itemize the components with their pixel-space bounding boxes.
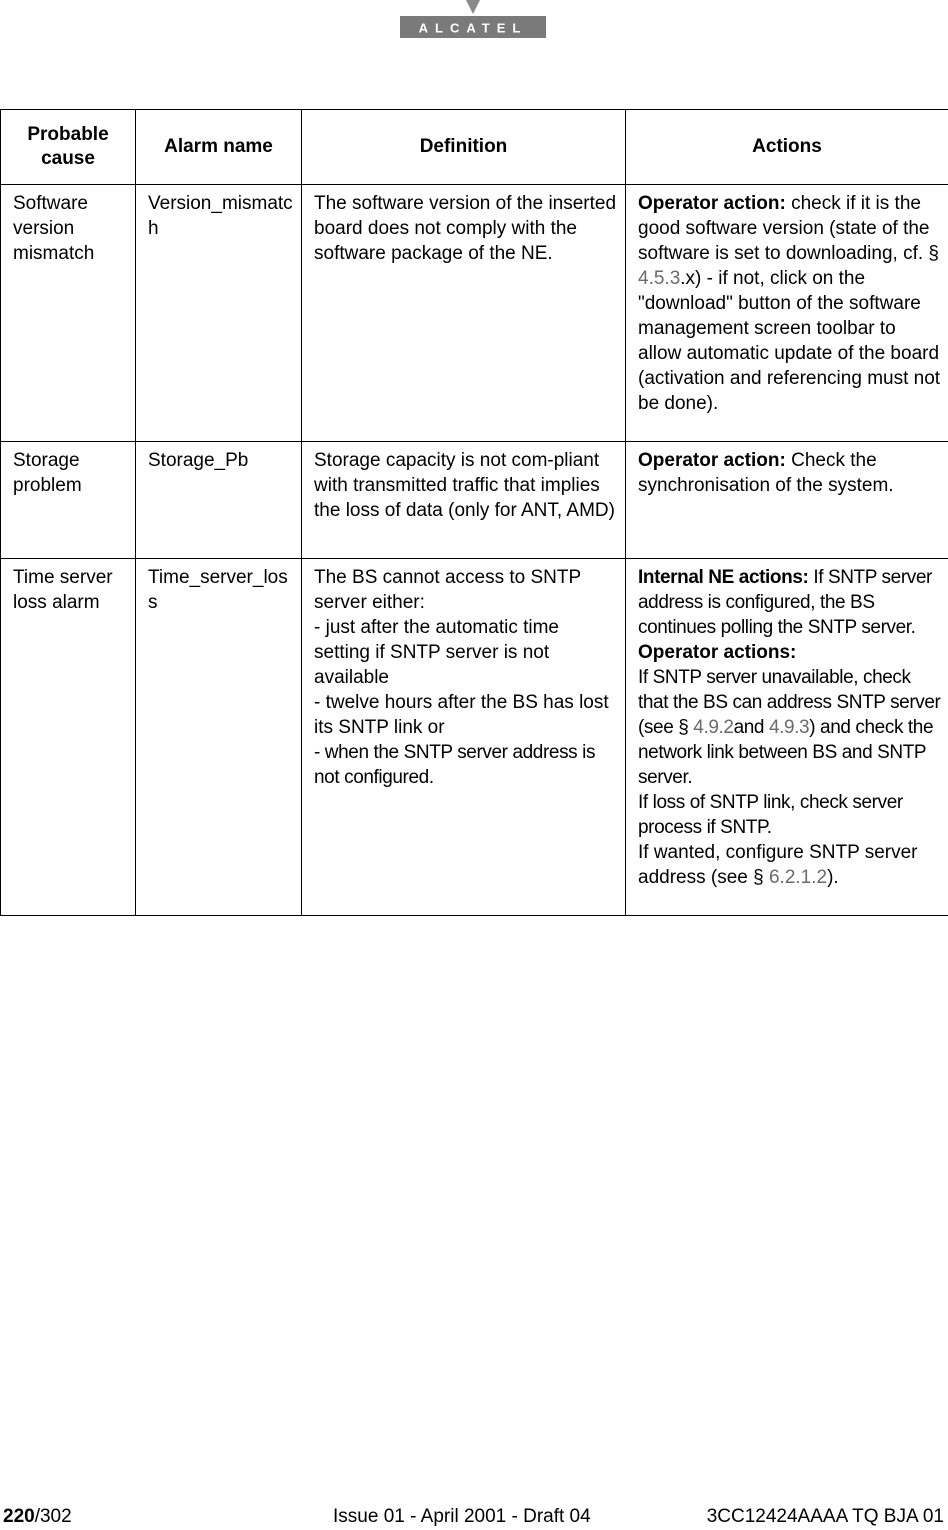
operator-actions-label: Operator actions: xyxy=(638,640,942,665)
current-page: 220 xyxy=(3,1506,35,1527)
action-text: ) and check the network link between BS and SNTP server. xyxy=(638,717,933,788)
actions-cell xyxy=(626,185,948,442)
definition-line: The BS cannot access to SNTP server either: xyxy=(314,565,619,615)
issue-info: Issue 01 - April 2001 - Draft 04 xyxy=(333,1506,591,1528)
actions-cell xyxy=(626,442,948,559)
definition-line: - when the SNTP server address is not configured. xyxy=(314,740,619,790)
definition-cell: The software version of the inserted board does not comply with the software package of the NE. xyxy=(302,185,626,442)
action-text: If wanted, configure SNTP server address (see § xyxy=(638,842,918,888)
logo-text: ALCATEL xyxy=(419,21,528,36)
internal-actions-paragraph xyxy=(638,565,942,640)
table-row xyxy=(1,559,948,916)
section-ref-link[interactable]: 4.9.3 xyxy=(769,717,809,738)
table-header-row xyxy=(1,110,948,185)
operator-action-line xyxy=(638,840,942,890)
column-header-definition: Definition xyxy=(302,110,626,185)
definition-cell xyxy=(302,559,626,916)
operator-action-line xyxy=(638,665,942,790)
action-text: .x) - if not, click on the "download" button of the software management screen toolbar to allow automatic update of the board (activation and referencing must not be done). xyxy=(638,268,940,414)
total-pages: /302 xyxy=(35,1506,72,1527)
section-ref-link[interactable]: 6.2.1.2 xyxy=(769,867,827,888)
column-header-alarm-name: Alarm name xyxy=(136,110,302,185)
action-text: Check the synchronisation of the system. xyxy=(638,450,894,496)
internal-actions-label: Internal NE actions: xyxy=(638,567,808,588)
operator-action-label: Operator action: xyxy=(638,450,786,471)
action-text: If SNTP server unavailable, check that the BS can address SNTP server (see § xyxy=(638,667,940,738)
section-ref-link[interactable]: 4.5.3 xyxy=(638,268,680,289)
alarm-name-text: Version_mismatch xyxy=(148,193,293,239)
probable-cause-cell: Software version mismatch xyxy=(1,185,136,442)
action-text: ). xyxy=(827,867,839,888)
operator-action-label: Operator action: xyxy=(638,193,786,214)
table-row xyxy=(1,185,948,442)
section-ref-link[interactable]: 4.9.2 xyxy=(693,717,733,738)
definition-line: - just after the automatic time setting if SNTP server is not available xyxy=(314,615,619,690)
column-header-actions: Actions xyxy=(626,110,948,185)
document-reference: 3CC12424AAAA TQ BJA 01 xyxy=(707,1506,944,1528)
operator-action-line: If loss of SNTP link, check server process if SNTP. xyxy=(638,790,942,840)
probable-cause-cell: Storage problem xyxy=(1,442,136,559)
alarm-name-text: Time_server_loss xyxy=(148,567,288,613)
alarm-name-cell xyxy=(136,559,302,916)
definition-line: - twelve hours after the BS has lost its SNTP link or xyxy=(314,690,619,740)
table-row xyxy=(1,442,948,559)
alarm-name-cell: Storage_Pb xyxy=(136,442,302,559)
page-footer xyxy=(0,1506,948,1530)
action-text: If SNTP server address is configured, the BS continues polling the SNTP server. xyxy=(638,567,932,638)
alcatel-logo xyxy=(398,0,548,40)
probable-cause-cell: Time server loss alarm xyxy=(1,559,136,916)
alarm-table xyxy=(0,109,948,916)
definition-cell: Storage capacity is not com-pliant with transmitted traffic that implies the loss of data (only for ANT, AMD) xyxy=(302,442,626,559)
action-text: check if it is the good software version (state of the software is set to downloading, cf. § xyxy=(638,193,939,264)
logo-triangle-mark xyxy=(466,0,480,14)
column-header-probable-cause: Probable cause xyxy=(1,110,136,185)
action-text: and xyxy=(734,717,769,738)
actions-cell xyxy=(626,559,948,916)
page-number xyxy=(3,1506,72,1528)
alarm-name-cell xyxy=(136,185,302,442)
